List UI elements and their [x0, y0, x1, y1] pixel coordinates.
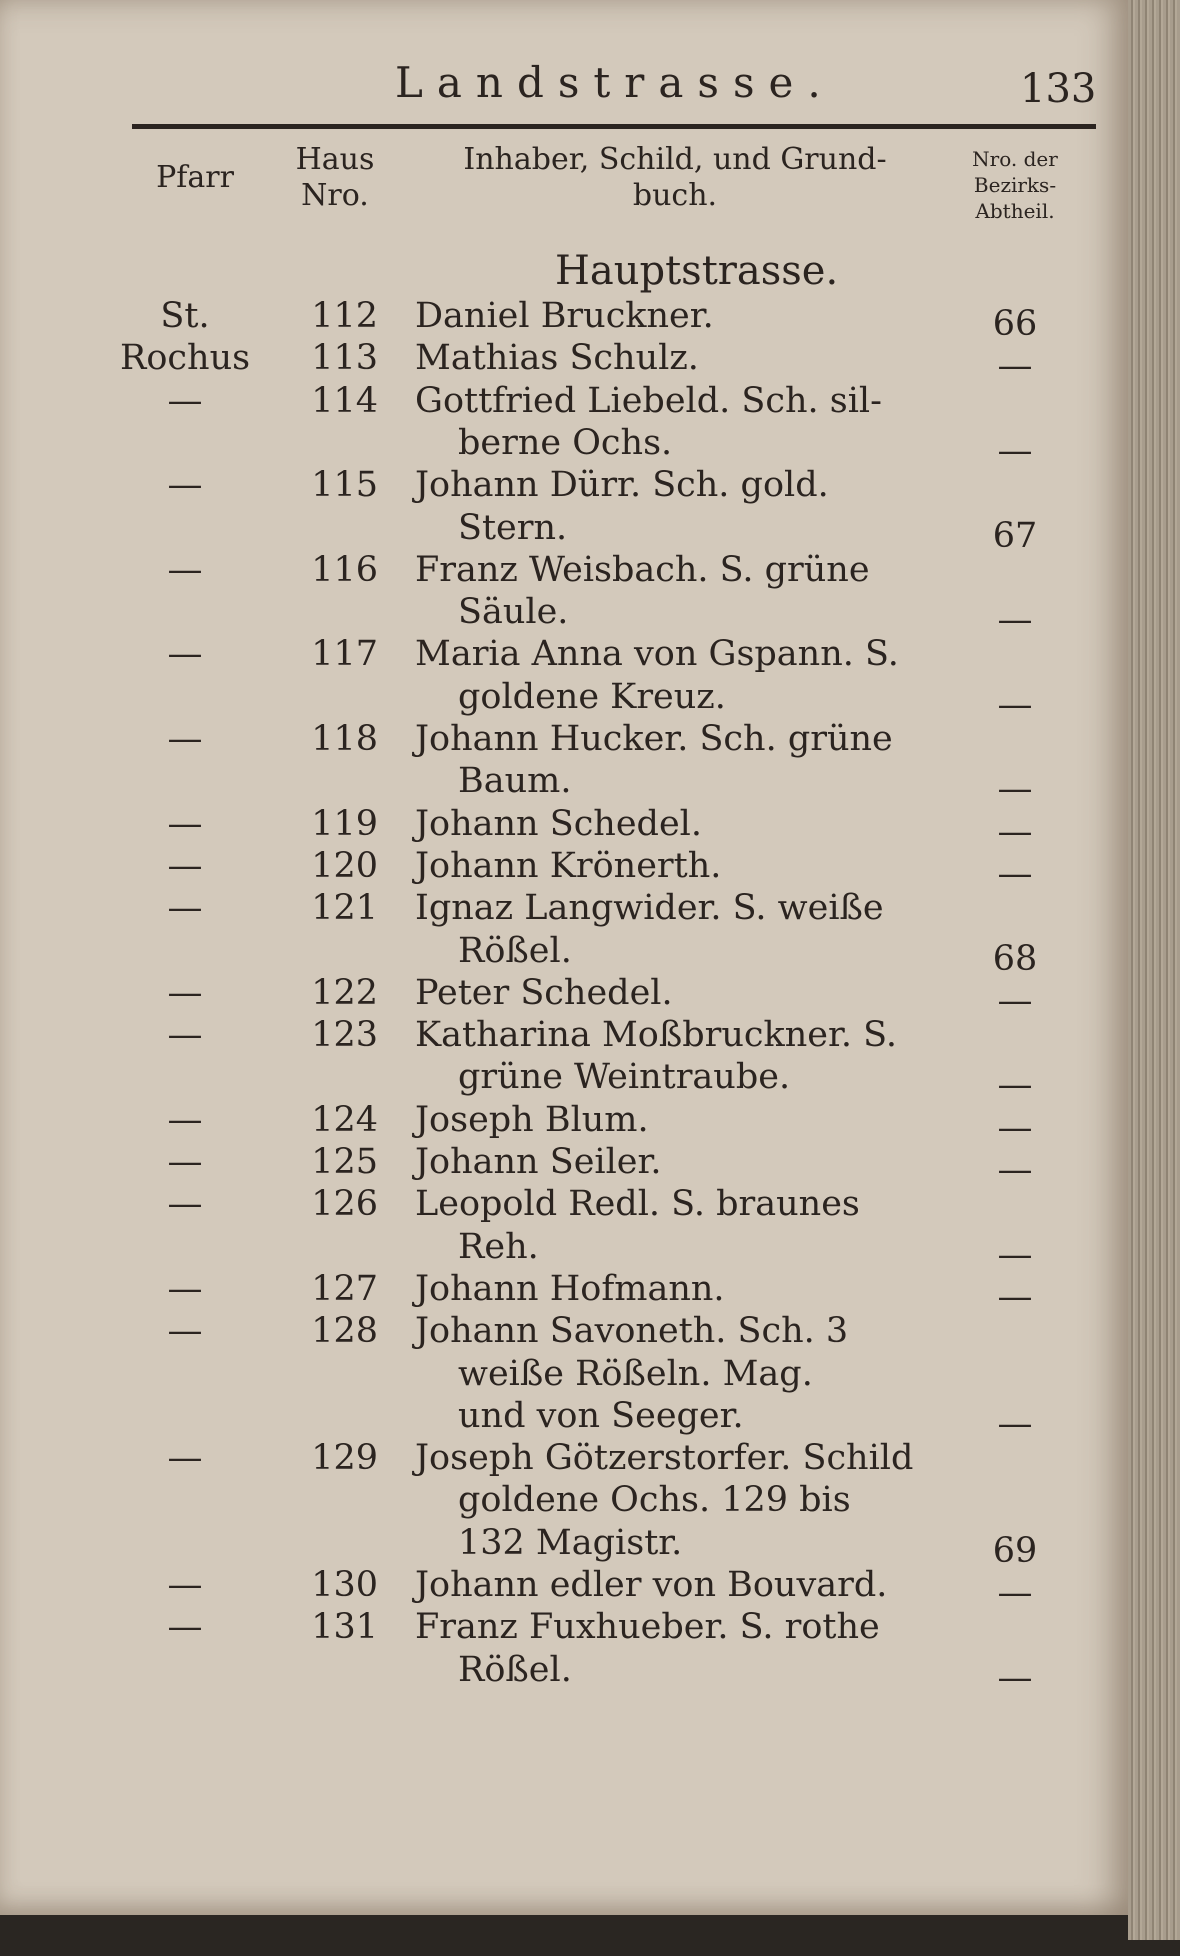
cell-haus-nr: 115	[311, 465, 378, 506]
page-number: 133	[1020, 66, 1097, 112]
column-header-inhaber-line: buch.	[632, 178, 718, 213]
cell-inhaber-line: Rößel.	[458, 1649, 572, 1690]
cell-haus-nr: 119	[311, 803, 378, 844]
cell-inhaber-line: 132 Magistr.	[458, 1522, 683, 1563]
cell-pfarr: —	[167, 845, 203, 886]
cell-haus-nr: 127	[311, 1268, 378, 1309]
section-title: Hauptstrasse.	[555, 248, 839, 294]
cell-pfarr: —	[167, 1607, 203, 1648]
cell-bezirk: —	[997, 1657, 1033, 1698]
cell-bezirk: 68	[992, 938, 1038, 979]
cell-inhaber-line: Johann Savoneth. Sch. 3	[415, 1311, 849, 1352]
cell-inhaber-line: Franz Weisbach. S. grüne	[415, 549, 870, 590]
column-header-bezirk-line: Abtheil.	[975, 199, 1055, 223]
cell-inhaber-line: Reh.	[458, 1226, 539, 1267]
cell-haus-nr: 131	[311, 1607, 378, 1648]
cell-inhaber-line: Johann Krönerth.	[415, 845, 722, 886]
cell-bezirk: —	[997, 1403, 1033, 1444]
header-rule	[132, 124, 1096, 129]
cell-inhaber-line: und von Seeger.	[458, 1395, 744, 1436]
column-header-pfarr: Pfarr	[156, 160, 234, 195]
cell-bezirk: —	[997, 769, 1033, 810]
column-header-inhaber	[420, 142, 930, 214]
column-header-inhaber-line: Inhaber, Schild, und Grund-	[463, 142, 887, 177]
cell-inhaber-line: goldene Kreuz.	[458, 676, 726, 717]
cell-inhaber-line: Säule.	[458, 592, 569, 633]
cell-haus-nr: 112	[311, 296, 378, 336]
page-edges	[1128, 0, 1180, 1940]
cell-inhaber-line: weiße Rößeln. Mag.	[458, 1353, 813, 1394]
cell-inhaber-line: Mathias Schulz.	[415, 338, 699, 379]
cell-inhaber-line: Johann Hucker. Sch. grüne	[415, 719, 893, 759]
cell-haus-nr: 113	[311, 338, 378, 379]
cell-bezirk: —	[997, 600, 1033, 641]
cell-bezirk: —	[997, 684, 1033, 725]
cell-bezirk: —	[997, 1573, 1033, 1613]
column-header-haus-line: Nro.	[301, 178, 369, 213]
cell-inhaber-line: Leopold Redl. S. braunes	[415, 1184, 860, 1225]
cell-inhaber-line: Gottfried Liebeld. Sch. sil-	[415, 380, 882, 421]
cell-bezirk: —	[997, 1107, 1033, 1148]
cell-bezirk: 67	[992, 515, 1038, 556]
column-header-bezirk-line: Bezirks-	[973, 173, 1057, 197]
cell-haus-nr: 120	[311, 845, 378, 886]
cell-inhaber-line: Peter Schedel.	[415, 972, 673, 1013]
column-header-haus	[290, 142, 380, 214]
cell-inhaber-line: Ignaz Langwider. S. weiße	[415, 888, 884, 929]
running-head: Landstrasse.	[395, 58, 835, 107]
cell-inhaber-line: Baum.	[458, 761, 572, 802]
cell-inhaber-line: Katharina Moßbruckner. S.	[415, 1015, 897, 1056]
cell-haus-nr: 123	[311, 1015, 378, 1056]
cell-bezirk: —	[997, 853, 1033, 894]
cell-pfarr: —	[167, 803, 203, 844]
cell-inhaber-line: Joseph Götzerstorfer. Schild	[415, 1438, 914, 1479]
cell-pfarr: —	[167, 972, 203, 1013]
cell-haus-nr: 126	[311, 1184, 378, 1225]
cell-inhaber-line: Maria Anna von Gspann. S.	[415, 634, 899, 675]
cell-pfarr: —	[167, 1099, 203, 1140]
cell-bezirk: 66	[992, 304, 1038, 344]
cell-inhaber-line: Johann Schedel.	[415, 803, 702, 844]
cell-inhaber-line: Rößel.	[458, 930, 572, 971]
cell-pfarr: —	[167, 1565, 203, 1605]
column-header-haus-line: Haus	[295, 142, 375, 177]
cell-pfarr: —	[167, 1311, 203, 1352]
cell-bezirk: —	[997, 346, 1033, 387]
cell-inhaber-line: Johann Seiler.	[415, 1142, 662, 1182]
cell-haus-nr: 117	[311, 634, 378, 675]
cell-haus-nr: 124	[311, 1099, 378, 1140]
cell-pfarr: —	[167, 549, 203, 590]
cell-pfarr: —	[167, 1015, 203, 1056]
cell-inhaber-line: Stern.	[458, 507, 568, 548]
cell-pfarr: Rochus	[120, 338, 251, 379]
cell-pfarr: —	[167, 888, 203, 929]
cell-inhaber-line: Johann Hofmann.	[415, 1268, 725, 1309]
cell-pfarr: —	[167, 1184, 203, 1225]
cell-bezirk: —	[997, 811, 1033, 852]
cell-inhaber-line: berne Ochs.	[458, 422, 673, 463]
cell-haus-nr: 129	[311, 1438, 378, 1479]
cell-pfarr: —	[167, 634, 203, 675]
cell-haus-nr: 114	[311, 380, 378, 421]
column-header-bezirk	[950, 146, 1080, 224]
cell-haus-nr: 116	[311, 549, 378, 590]
cell-inhaber-line: Franz Fuxhueber. S. rothe	[415, 1607, 880, 1648]
cell-haus-nr: 128	[311, 1311, 378, 1352]
column-header-bezirk-line: Nro. der	[972, 147, 1058, 171]
cell-bezirk: —	[997, 980, 1033, 1021]
cell-haus-nr: 121	[311, 888, 378, 929]
cell-inhaber-line: goldene Ochs. 129 bis	[458, 1480, 851, 1521]
cell-haus-nr: 125	[311, 1142, 378, 1182]
cell-inhaber-line: Johann Dürr. Sch. gold.	[415, 465, 829, 506]
cell-bezirk: —	[997, 1150, 1033, 1190]
cell-bezirk: —	[997, 430, 1033, 471]
cell-pfarr: —	[167, 1268, 203, 1309]
cell-inhaber-line: grüne Weintraube.	[458, 1057, 791, 1098]
cell-pfarr: —	[167, 1142, 203, 1182]
cell-haus-nr: 130	[311, 1565, 378, 1605]
cell-bezirk: —	[997, 1065, 1033, 1106]
cell-pfarr: —	[167, 465, 203, 506]
cell-pfarr: —	[167, 719, 203, 759]
cell-haus-nr: 122	[311, 972, 378, 1013]
cell-inhaber-line: Joseph Blum.	[415, 1099, 649, 1140]
cell-inhaber-line: Daniel Bruckner.	[415, 296, 714, 336]
cell-pfarr: —	[167, 1438, 203, 1479]
cell-pfarr: St.	[160, 296, 210, 336]
cell-inhaber-line: Johann edler von Bouvard.	[415, 1565, 888, 1605]
cell-haus-nr: 118	[311, 719, 378, 759]
cell-bezirk: —	[997, 1234, 1033, 1275]
cell-bezirk: —	[997, 1276, 1033, 1317]
cell-bezirk: 69	[992, 1530, 1038, 1571]
cell-pfarr: —	[167, 380, 203, 421]
